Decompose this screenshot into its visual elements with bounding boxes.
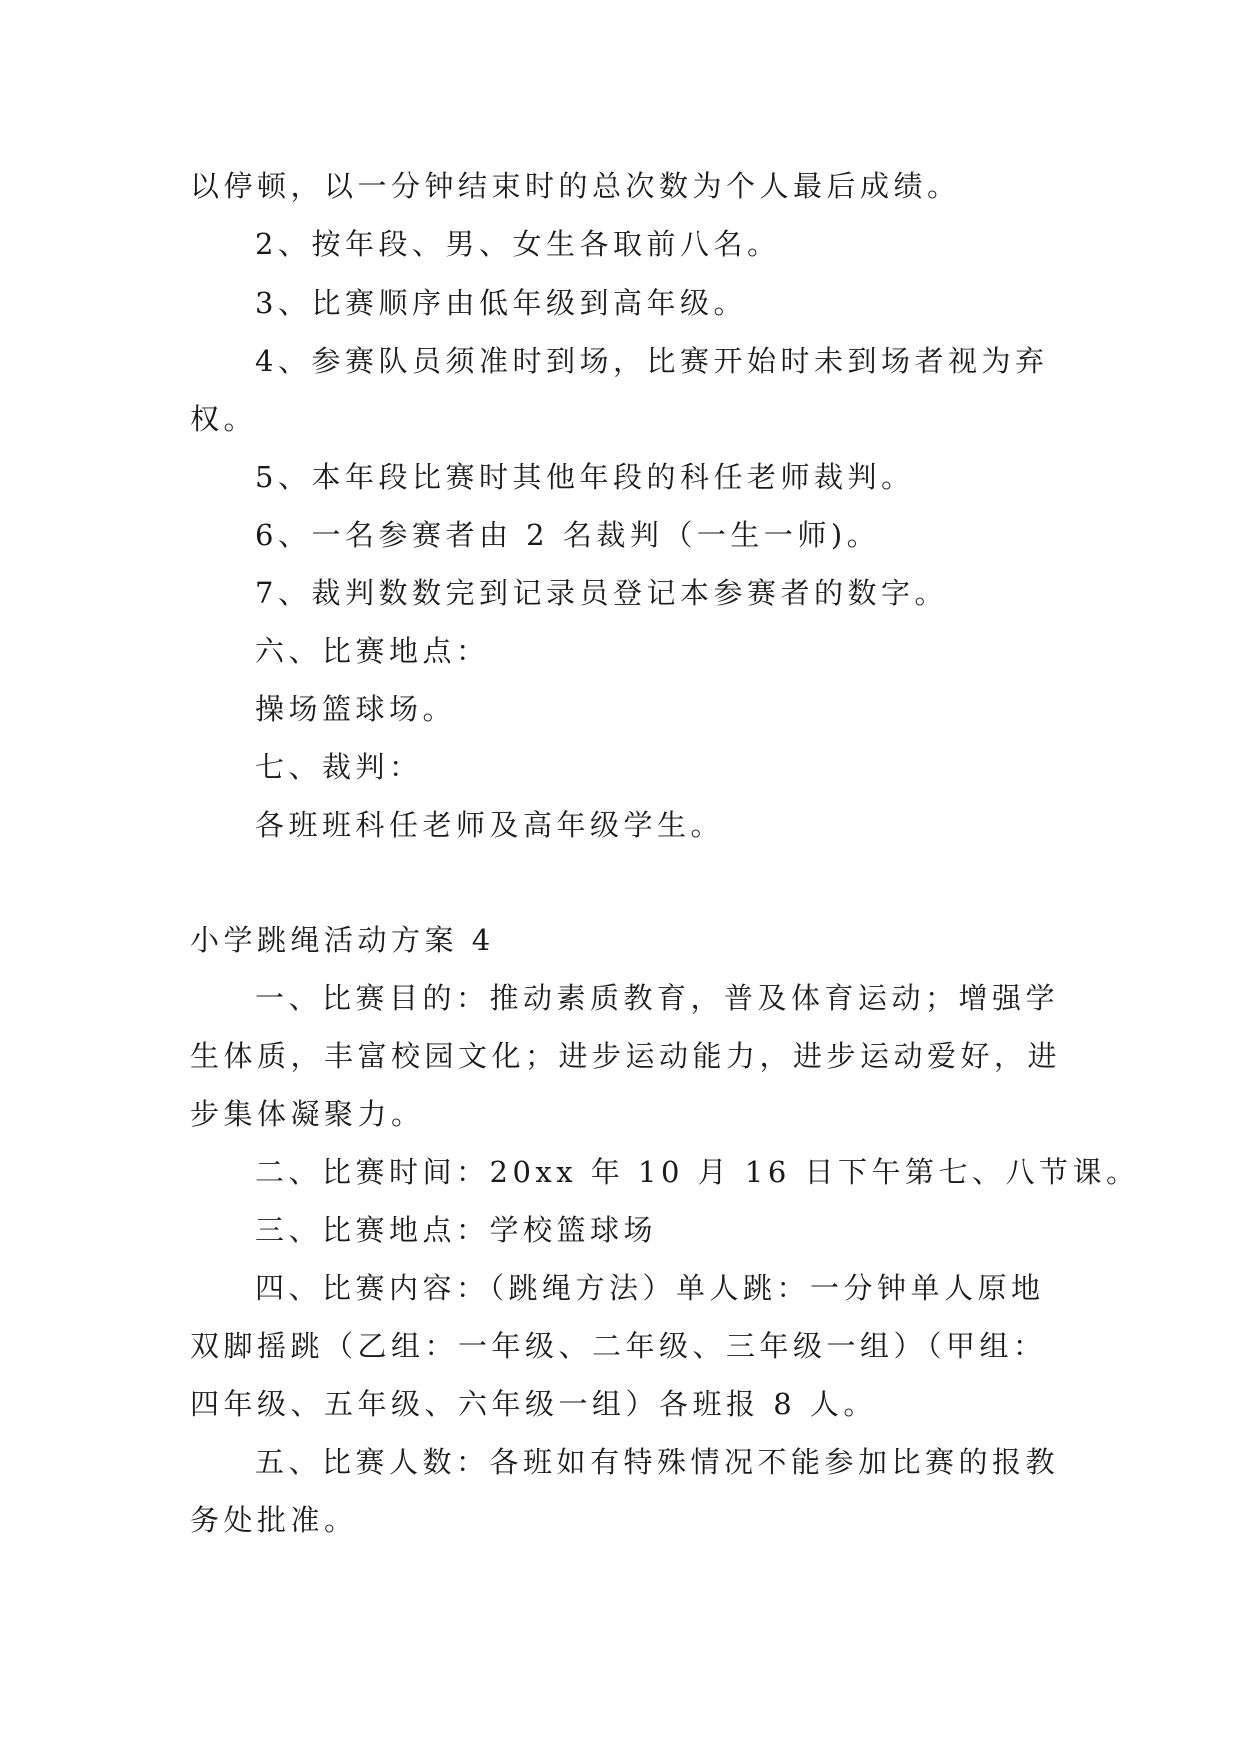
paragraph-line: 双脚摇跳（乙组：一年级、二年级、三年级一组）（甲组：: [190, 1329, 1047, 1363]
section-heading: 六、比赛地点：: [255, 634, 490, 668]
paragraph-line: 务处批准。: [190, 1503, 358, 1537]
paragraph-line: 三、比赛地点：学校篮球场: [255, 1213, 658, 1247]
paragraph-line: 各班班科任老师及高年级学生。: [255, 808, 725, 842]
paragraph-line: 五、比赛人数：各班如有特殊情况不能参加比赛的报教: [255, 1445, 1060, 1479]
paragraph-line: 操场篮球场。: [255, 692, 457, 726]
document-title: 小学跳绳活动方案 4: [190, 923, 495, 957]
paragraph-line: 一、比赛目的：推动素质教育，普及体育运动；增强学: [255, 981, 1060, 1015]
paragraph-line: 四、比赛内容：（跳绳方法）单人跳：一分钟单人原地: [255, 1271, 1045, 1305]
paragraph-line: 6、一名参赛者由 2 名裁判（一生一师)。: [255, 518, 881, 552]
section-heading: 七、裁判：: [255, 750, 423, 784]
paragraph-line: 5、本年段比赛时其他年段的科任老师裁判。: [255, 460, 915, 494]
paragraph-line: 7、裁判数数完到记录员登记本参赛者的数字。: [255, 576, 948, 610]
paragraph-line: 4、参赛队员须准时到场，比赛开始时未到场者视为弃: [255, 344, 1049, 378]
paragraph-line: 权。: [190, 402, 258, 436]
paragraph-line: 以停顿，以一分钟结束时的总次数为个人最后成绩。: [190, 169, 961, 203]
paragraph-line: 步集体凝聚力。: [190, 1097, 425, 1131]
paragraph-line: 四年级、五年级、六年级一组）各班报 8 人。: [190, 1387, 877, 1421]
paragraph-line: 生体质，丰富校园文化；进步运动能力，进步运动爱好，进: [190, 1039, 1062, 1073]
paragraph-line: 二、比赛时间：20xx 年 10 月 16 日下午第七、八节课。: [255, 1155, 1140, 1189]
paragraph-line: 3、比赛顺序由低年级到高年级。: [255, 286, 747, 320]
paragraph-line: 2、按年段、男、女生各取前八名。: [255, 227, 781, 261]
